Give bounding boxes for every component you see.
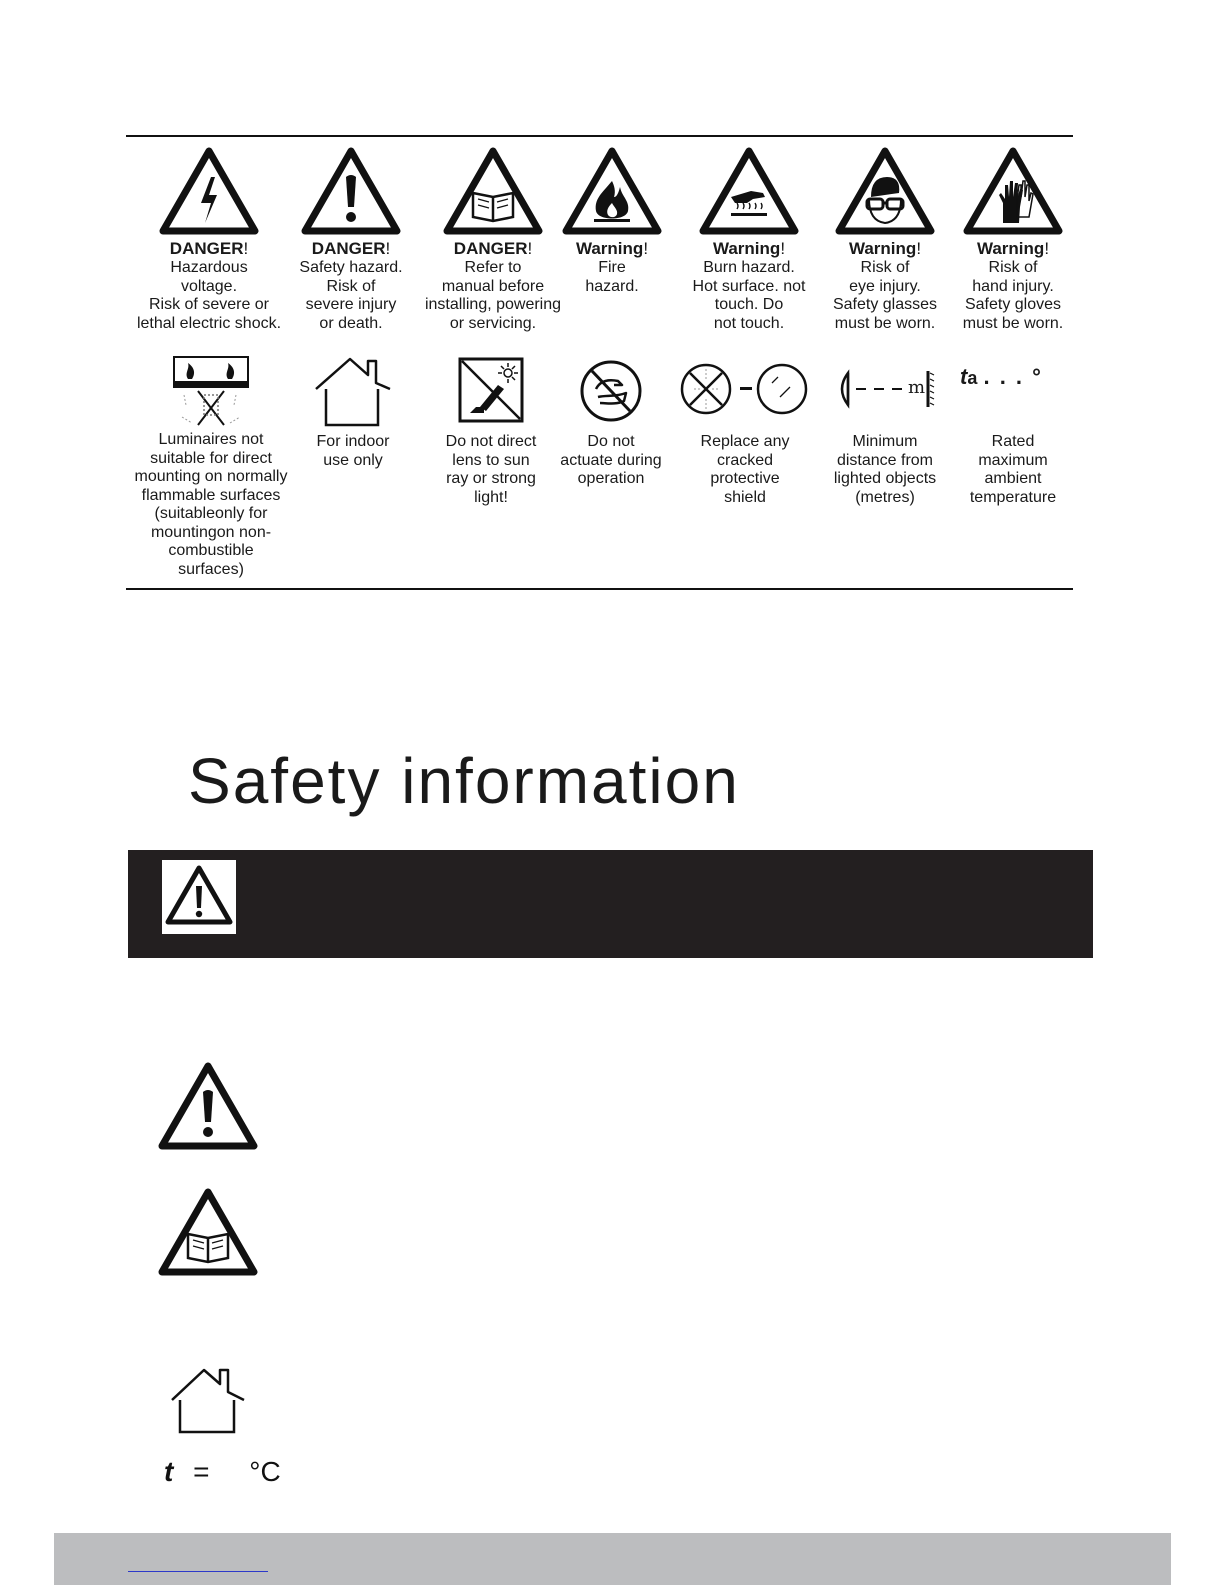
signal-word: DANGER (311, 239, 386, 258)
info-no-actuate (550, 355, 672, 489)
exclamation-hazard-icon (301, 147, 401, 235)
signal-mark: ! (385, 239, 391, 258)
warning-text: Fire hazard. (585, 259, 639, 295)
info-no-sun (428, 355, 554, 507)
info-flammable (126, 355, 296, 579)
signal-word: DANGER (169, 239, 244, 258)
warning-safety (288, 147, 414, 333)
fire-icon (562, 147, 662, 235)
info-text: Replace any cracked protective shield (700, 433, 790, 506)
signal-mark: ! (1044, 239, 1050, 258)
signal-mark: ! (527, 239, 533, 258)
ambient-temperature-icon (950, 341, 1076, 413)
indoor-house-icon (312, 355, 394, 427)
banner-warning-box (162, 860, 236, 934)
info-text: Rated maximum ambient temperature (969, 433, 1057, 506)
signal-word: Warning (848, 239, 917, 258)
warning-eye (822, 147, 948, 333)
warning-burn (682, 147, 816, 333)
signal-word: Warning (712, 239, 781, 258)
banner-warning-icon (162, 860, 236, 934)
info-cracked-shield (678, 355, 812, 507)
manual-icon (443, 147, 543, 235)
info-ambient-temp (950, 355, 1076, 507)
indoor-house-icon (168, 1366, 248, 1434)
warning-text: Risk of eye injury. Safety glasses must be worn. (832, 259, 938, 332)
signal-word: DANGER (453, 239, 528, 258)
info-text: Minimum distance from lighted objects (metres) (833, 433, 937, 506)
temperature-symbol: t (164, 1456, 174, 1487)
signal-mark: ! (780, 239, 786, 258)
warning-text: Burn hazard. Hot surface. not touch. Do not touch. (692, 259, 806, 332)
cracked-shield-icon (680, 355, 810, 427)
signal-mark: ! (643, 239, 649, 258)
signal-mark: ! (916, 239, 922, 258)
footer-bar (54, 1533, 1171, 1585)
signal-mark: ! (243, 239, 249, 258)
temperature-line (164, 1456, 281, 1488)
safety-gloves-icon (963, 147, 1063, 235)
info-text: Do not direct lens to sun ray or strong light! (445, 433, 537, 506)
warning-text: Safety hazard. Risk of severe injury or death. (299, 259, 403, 332)
hot-surface-icon (699, 147, 799, 235)
no-sun-lens-icon (458, 355, 524, 427)
equals-sign: = (193, 1456, 210, 1487)
exclamation-warning-icon (158, 1062, 258, 1150)
warning-manual (420, 147, 566, 333)
info-text: Luminaires not suitable for direct mounting on normally flammable surfaces (suitableonly for mountingon non- combustible surfaces) (134, 431, 288, 578)
warning-text: Risk of hand injury. Safety gloves must be worn. (962, 259, 1064, 332)
warning-fire (556, 147, 668, 296)
celsius-unit: °C (249, 1456, 281, 1487)
warning-text: Refer to manual before installing, powering or servicing. (424, 259, 562, 332)
ambient-dots: . . . ° (983, 364, 1043, 389)
section-title: Safety information (188, 745, 740, 817)
safety-glasses-icon (835, 147, 935, 235)
info-min-distance (822, 355, 948, 507)
ambient-t-glyph: t (960, 364, 968, 389)
footer-link-underline[interactable] (128, 1571, 268, 1572)
bottom-rule (126, 588, 1073, 590)
manual-warning-icon (158, 1188, 258, 1276)
info-indoor (294, 355, 412, 470)
signal-word: Warning (976, 239, 1045, 258)
distance-unit: m (908, 377, 926, 398)
warning-hand (950, 147, 1076, 333)
flammable-surface-icon (172, 355, 250, 427)
warning-electric (126, 147, 292, 333)
warning-banner (128, 850, 1093, 958)
warning-text: Hazardous voltage. Risk of severe or lethal electric shock. (136, 259, 282, 332)
no-hand-operation-icon (578, 355, 644, 427)
electric-hazard-icon (159, 147, 259, 235)
info-text: For indoor use only (316, 433, 390, 469)
top-rule (126, 135, 1073, 137)
info-text: Do not actuate during operation (560, 433, 662, 487)
signal-word: Warning (575, 239, 644, 258)
ambient-a-glyph: a (967, 368, 978, 388)
